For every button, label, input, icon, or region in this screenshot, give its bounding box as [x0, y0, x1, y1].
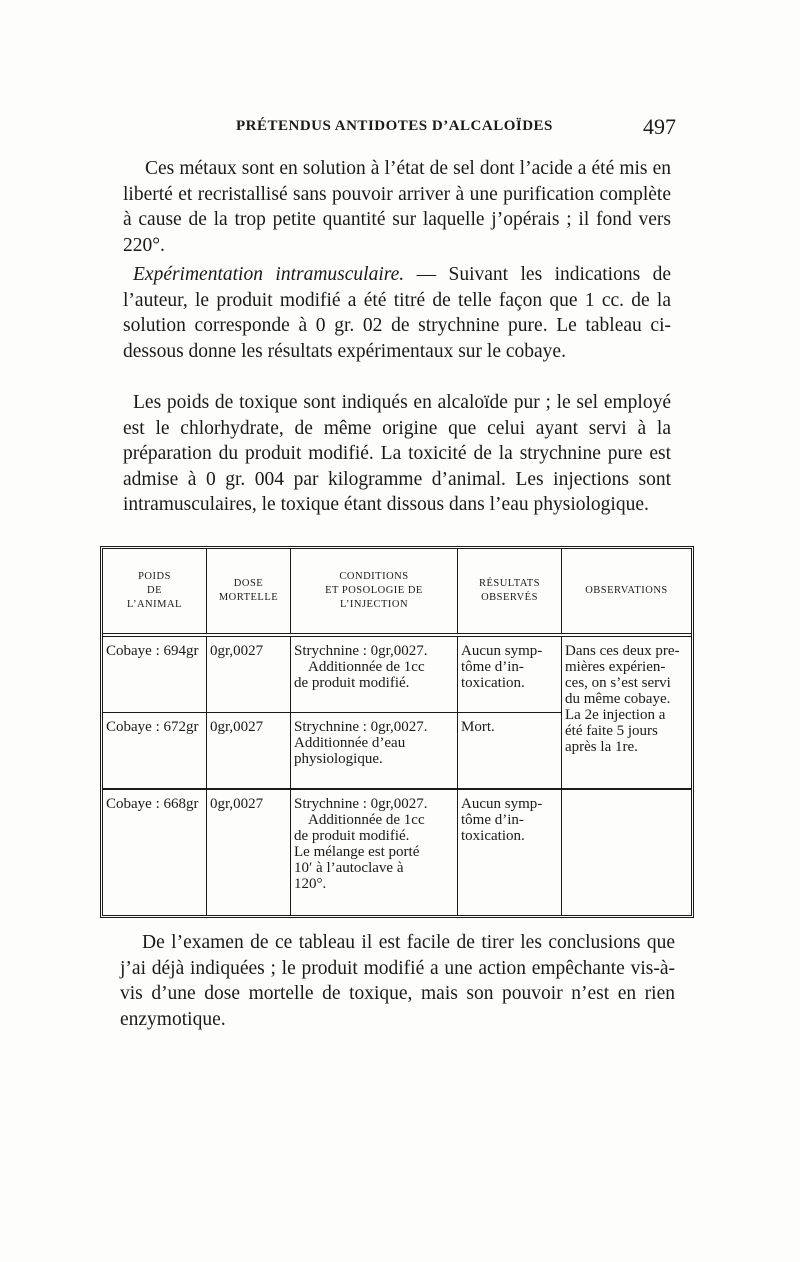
results-table	[103, 549, 691, 915]
table-header-row	[103, 549, 691, 635]
cell-dose: 0gr,0027	[207, 789, 291, 915]
header-resultats: RÉSULTATS OBSERVÉS	[458, 549, 562, 635]
table-row	[103, 789, 691, 915]
cell-conditions: Strychnine : 0gr,0027. Additionnée de 1cc de produit modifié. Le mélange est porté 10′ à l’autoclave à 120°.	[291, 789, 458, 915]
cell-conditions: Strychnine : 0gr,0027. Additionnée de 1cc de produit modifié.	[291, 635, 458, 713]
cell-conditions: Strychnine : 0gr,0027. Additionnée d’eau physiologique.	[291, 713, 458, 790]
header-conditions: CONDITIONS ET POSOLOGIE DE L’INJECTION	[291, 549, 458, 635]
table-row	[103, 635, 691, 713]
cell-poids: Cobaye : 668gr	[106, 796, 199, 813]
cell-resultats: Mort.	[458, 713, 562, 790]
cell-poids: Cobaye : 672gr	[103, 713, 207, 790]
results-table-frame	[100, 546, 694, 918]
section-label: Expérimentation intramusculaire.	[133, 264, 405, 285]
cell-observations-empty	[562, 789, 692, 915]
page-header	[128, 114, 688, 142]
header-dose: DOSE MORTELLE	[207, 549, 291, 635]
cell-dose: 0gr,0027	[207, 635, 291, 713]
cell-observations: Dans ces deux pre- mières expérien- ces, on s’est servi du même cobaye. La 2e injection a été faite 5 jours après la 1re.	[562, 635, 692, 789]
paragraph-experimentation	[123, 262, 671, 364]
paragraph-toxic-weights: Les poids de toxique sont indiqués en alcaloïde pur ; le sel employé est le chlorhydrate, de même origine que celui ayant servi à la préparation du produit modifié. La toxicité de la strychnine pure est admise à 0 gr. 004 par kilogramme d’animal. Les injections sont intramusculaires, le toxique étant dissous dans l’eau physiologique.	[123, 392, 671, 515]
cell-resultats: Aucun symp- tôme d’in- toxication.	[458, 635, 562, 713]
header-observations: OBSERVATIONS	[562, 549, 692, 635]
cell-resultats: Aucun symp- tôme d’in- toxication.	[458, 789, 562, 915]
running-title: PRÉTENDUS ANTIDOTES D’ALCALOÏDES	[236, 118, 553, 134]
paragraph-conclusion: De l’examen de ce tableau il est facile de tirer les conclusions que j’ai déjà indiquées ; le produit modifié a une action empêchante vis-à-vis d’une dose mortelle de toxique, mais son pouvoir n’est en rien enzymotique.	[120, 932, 675, 1030]
header-poids: POIDS DE L’ANIMAL	[103, 549, 207, 635]
page-number: 497	[643, 114, 676, 139]
cell-poids: Cobaye : 694gr	[103, 635, 207, 713]
paragraph-experimentation-text: — Suivant les indications de l’auteur, le produit modifié a été titré de telle façon que 1 cc. de la solution corresponde à 0 gr. 02 de strychnine pure. Le tableau ci-dessous donne les résultats expérimentaux sur le cobaye.	[123, 264, 671, 362]
cell-dose: 0gr,0027	[207, 713, 291, 790]
paragraph-metals: Ces métaux sont en solution à l’état de sel dont l’acide a été mis en liberté et recristallisé sans pouvoir arriver à une purification complète à cause de la trop petite quantité sur laquelle j’opérais ; il fond vers 220°.	[123, 158, 671, 256]
